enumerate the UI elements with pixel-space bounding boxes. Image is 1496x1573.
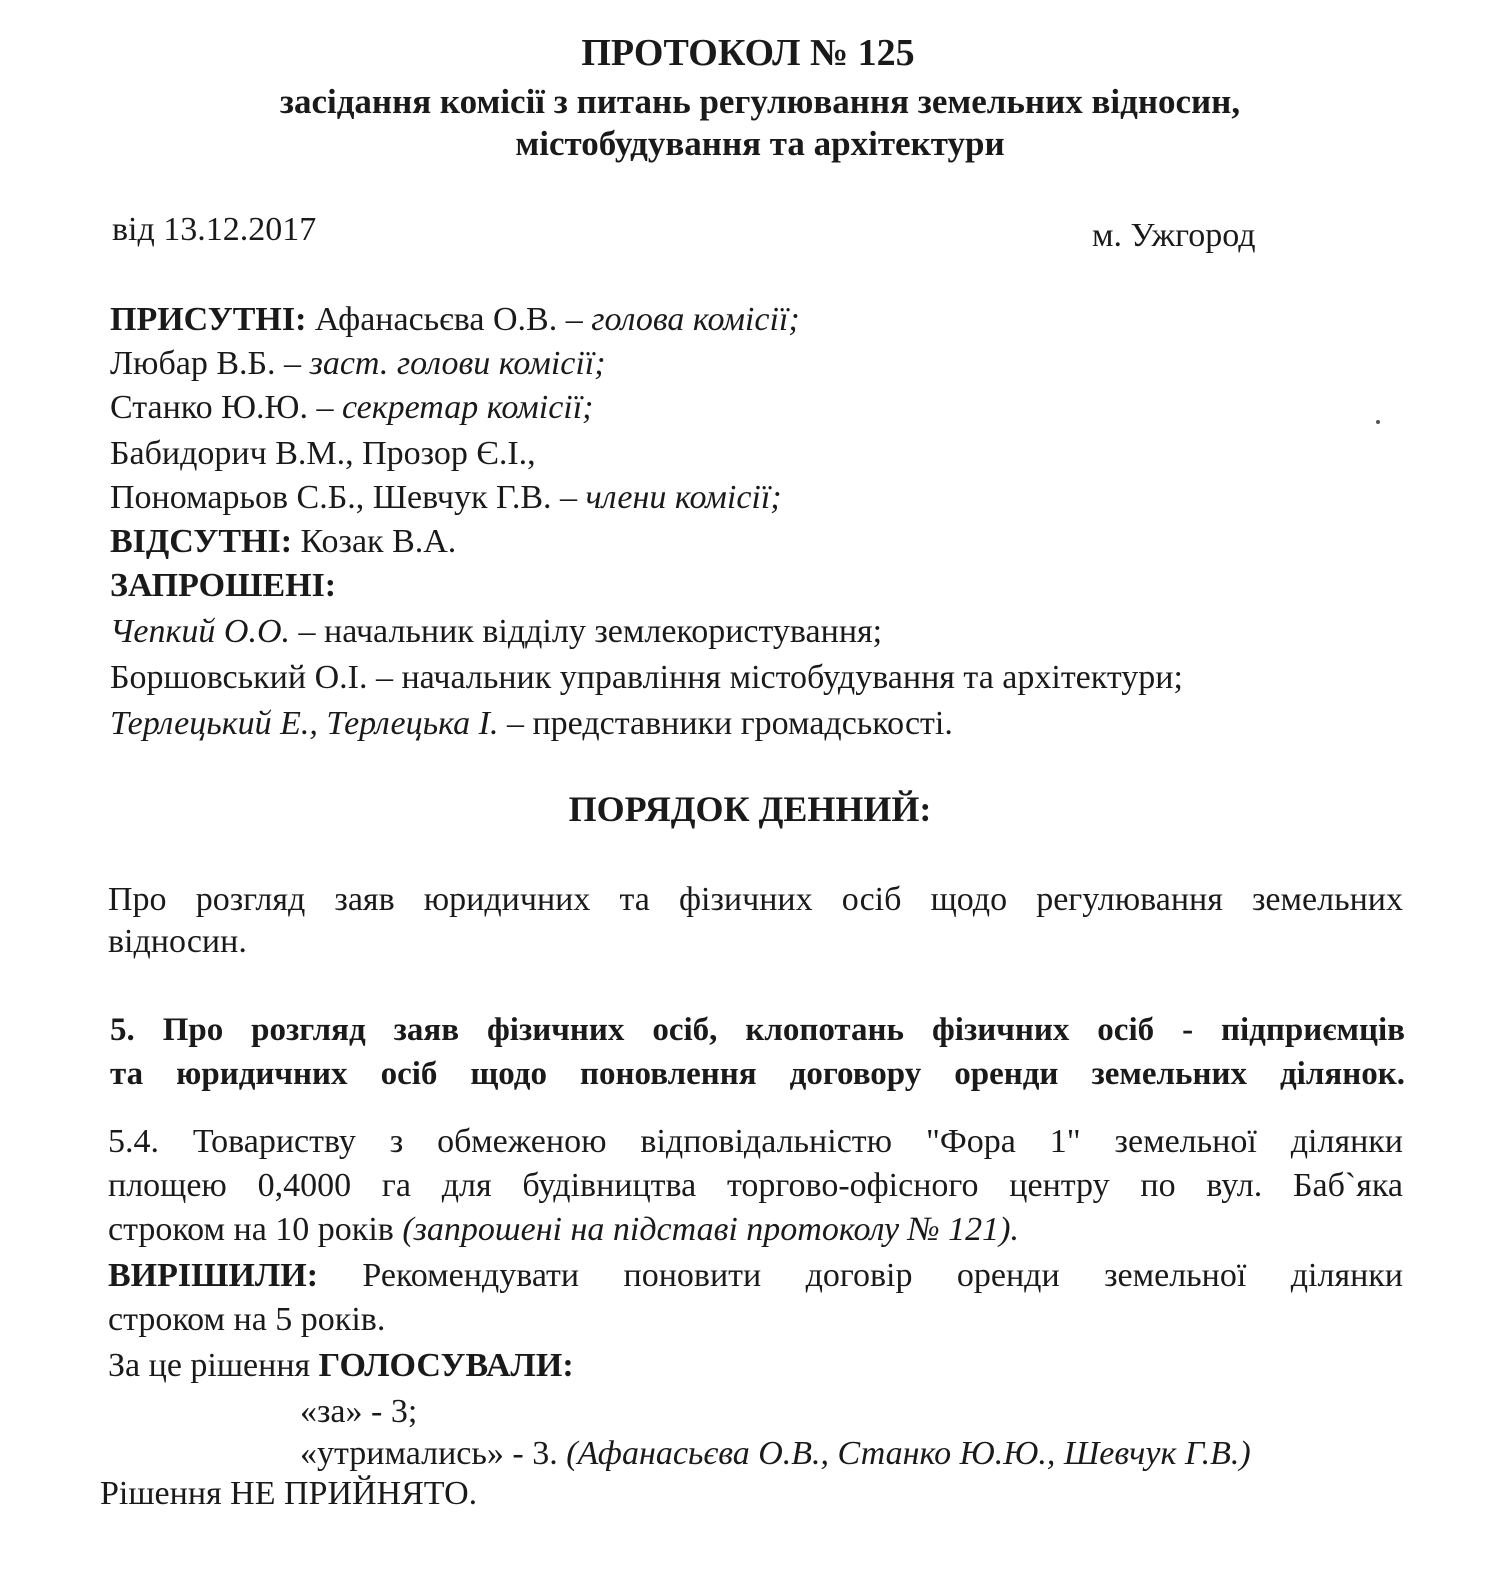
present-line-4 [110,434,536,474]
present-role-5: члени комісії; [585,479,782,516]
invited-label: ЗАПРОШЕНІ: [110,567,337,604]
decided-text: Рекомендувати поновити договір оренди земельної ділянки [318,1257,1403,1294]
invited-role-1: – начальник відділу землекористування; [290,613,883,650]
item-5-4-note: (запрошені на підставі протоколу № 121). [402,1211,1019,1248]
agenda-text-line2: відносин. [108,923,247,960]
present-line-5 [110,478,782,518]
absent-label: ВІДСУТНІ: [110,523,293,560]
present-name-2: Любар В.Б. – [110,345,310,382]
decided-label: ВИРІШИЛИ: [108,1257,319,1294]
present-line-1 [110,300,800,340]
present-name-5: Пономарьов С.Б., Шевчук Г.В. – [110,479,586,516]
decided-line1 [108,1256,1403,1296]
absent-names: Козак В.А. [292,523,457,560]
agenda-heading: ПОРЯДОК ДЕННИЙ: [568,789,932,829]
present-label: ПРИСУТНІ: [110,301,307,338]
item-5-4-term: строком на 10 років [108,1211,403,1248]
protocol-city: м. Ужгород [1092,217,1256,254]
invited-line-3 [110,704,953,744]
scan-speck [1376,420,1380,424]
protocol-date: від 13.12.2017 [112,211,317,248]
item-5-4-line3 [108,1210,1403,1250]
invited-line-1 [110,612,882,652]
present-line-3 [110,388,594,428]
vote-abstain-names: (Афанасьєва О.В., Станко Ю.Ю., Шевчук Г.В.) [566,1435,1251,1472]
vote-line [108,1346,574,1386]
invited-role-3: – представники громадськості. [498,705,953,742]
vote-intro: За це рішення [108,1347,319,1384]
agenda-text-line1: Про розгляд заяв юридичних та фізичних осіб щодо регулювання земельних [108,881,1403,918]
protocol-title: ПРОТОКОЛ № 125 [581,32,915,74]
vote-for: «за» - 3; [300,1393,418,1430]
present-name-4: Бабидорич В.М., Прозор Є.І., [110,435,536,472]
invited-name-3: Терлецький Е., Терлецька І. [110,705,499,742]
section5-heading-line1: 5. Про розгляд заяв фізичних осіб, клопотань фізичних осіб - підприємців [110,1012,1405,1048]
decided-line2: строком на 5 років. [108,1301,386,1338]
vote-abstain-line [300,1434,1251,1474]
present-line-2 [110,344,606,384]
vote-label: ГОЛОСУВАЛИ: [318,1347,574,1384]
present-name-3: Станко Ю.Ю. – [110,389,342,426]
decision-result: Рішення НЕ ПРИЙНЯТО. [100,1475,478,1512]
present-name-1: Афанасьєва О.В. – [306,301,592,338]
protocol-subtitle-line2: містобудування та архітектури [515,124,1005,163]
present-role-2: заст. голови комісії; [309,345,606,382]
present-role-1: голова комісії; [591,301,800,338]
vote-abstain: «утримались» - 3. [300,1435,567,1472]
absent-line [110,522,456,562]
item-5-4-line2: площею 0,4000 га для будівництва торгово-офісного центру по вул. Баб`яка [108,1167,1403,1204]
invited-name-1: Чепкий О.О. [110,613,291,650]
item-5-4-line1: 5.4. Товариству з обмеженою відповідальністю "Фора 1" земельної ділянки [108,1123,1403,1160]
section5-heading-line2: та юридичних осіб щодо поновлення договору оренди земельних ділянок. [110,1056,1405,1092]
present-role-3: секретар комісії; [341,389,594,426]
protocol-subtitle-line1: засідання комісії з питань регулювання земельних відносин, [279,82,1241,121]
invited-line-2: Боршовський О.І. – начальник управління містобудування та архітектури; [110,659,1183,696]
